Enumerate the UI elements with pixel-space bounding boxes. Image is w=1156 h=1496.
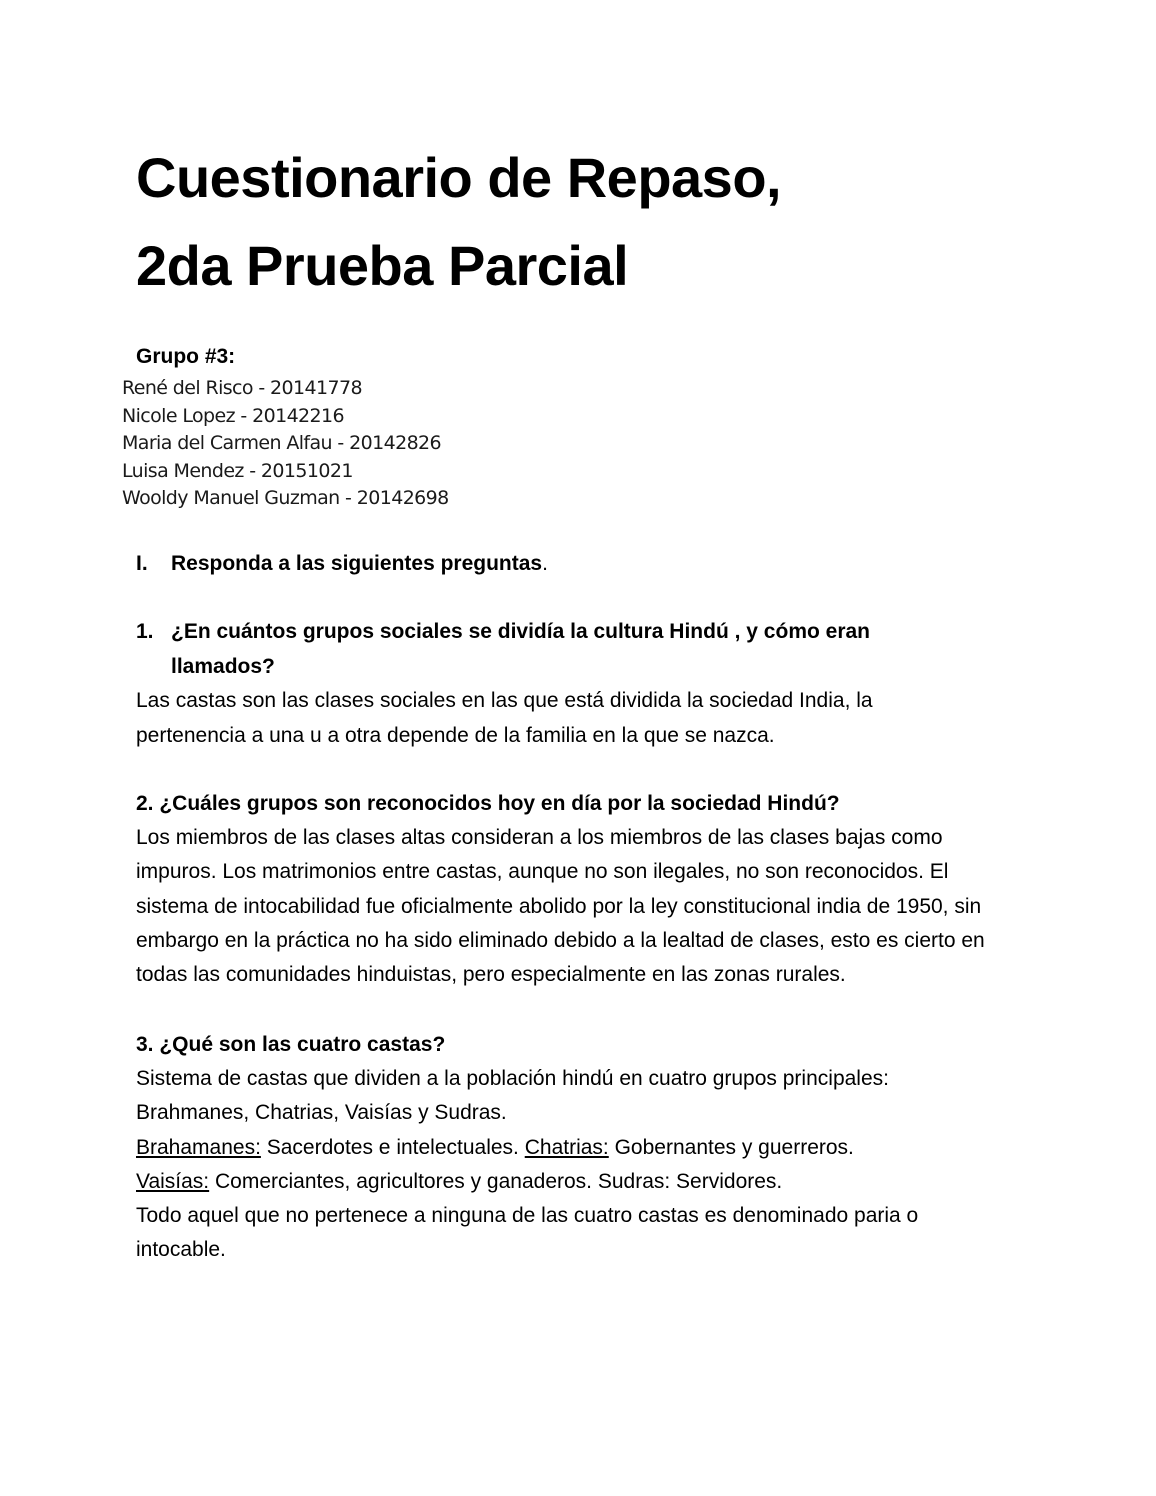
question-1-answer: Las castas son las clases sociales en las que está dividida la sociedad India, la pertenencia a una u a otra depende de la familia en la que se nazca. xyxy=(136,689,873,747)
question-1-number: 1. xyxy=(136,620,154,643)
brahamanes-term: Brahamanes: xyxy=(136,1135,261,1159)
brahamanes-desc: Sacerdotes e intelectuales. xyxy=(260,1135,525,1159)
chatrias-term: Chatrias: xyxy=(524,1135,609,1159)
question-3 xyxy=(136,1028,996,1267)
section-heading-period: . xyxy=(542,552,548,575)
member-item: Luisa Mendez - 20151021 xyxy=(122,459,353,482)
question-2-text: 2. ¿Cuáles grupos son reconocidos hoy en día por la sociedad Hindú? xyxy=(136,792,840,815)
question-2 xyxy=(136,787,1016,992)
title-line-2: 2da Prueba Parcial xyxy=(136,234,629,297)
title-line-1: Cuestionario de Repaso, xyxy=(136,146,782,209)
question-3-intro: Sistema de castas que dividen a la población hindú en cuatro grupos principales: Brahmanes, Chatrias, Vaisías y Sudras. xyxy=(136,1067,889,1125)
vaisias-desc: Comerciantes, agricultores y ganaderos. Sudras: Servidores. xyxy=(209,1169,783,1193)
document-title xyxy=(136,134,781,310)
question-1-text: ¿En cuántos grupos sociales se dividía la cultura Hindú , y cómo eran llamados? xyxy=(171,620,871,678)
member-item: Nicole Lopez - 20142216 xyxy=(122,404,345,427)
member-item: Maria del Carmen Alfau - 20142826 xyxy=(122,432,442,454)
caste-line-2 xyxy=(136,1165,996,1199)
caste-line-1 xyxy=(136,1131,996,1165)
member-item: René del Risco - 20141778 xyxy=(122,377,362,399)
question-3-text: 3. ¿Qué son las cuatro castas? xyxy=(136,1033,446,1056)
question-2-answer: Los miembros de las clases altas consideran a los miembros de las clases bajas como impuros. Los matrimonios entre castas, aunque no son ilegales, no son reconocidos. El sistema de intocabilidad fue oficialmente abolido por la ley constitucional india de 1950, sin embargo en la práctica no ha sido eliminado debido a la lealtad de clases, esto es cierto en todas las comunidades hinduistas, pero especialmente en las zonas rurales. xyxy=(136,826,985,987)
member-list xyxy=(122,375,449,513)
section-heading-text: Responda a las siguientes preguntas xyxy=(171,552,543,575)
question-1 xyxy=(136,615,966,753)
member-item: Wooldy Manuel Guzman - 20142698 xyxy=(122,487,449,509)
section-heading xyxy=(136,549,548,579)
vaisias-term: Vaisías: xyxy=(136,1169,210,1193)
group-label: Grupo #3: xyxy=(136,345,236,368)
question-3-closing: Todo aquel que no pertenece a ninguna de las cuatro castas es denominado paria o intocable. xyxy=(136,1204,919,1262)
section-number: I. xyxy=(136,552,148,575)
chatrias-desc: Gobernantes y guerreros. xyxy=(608,1135,854,1159)
